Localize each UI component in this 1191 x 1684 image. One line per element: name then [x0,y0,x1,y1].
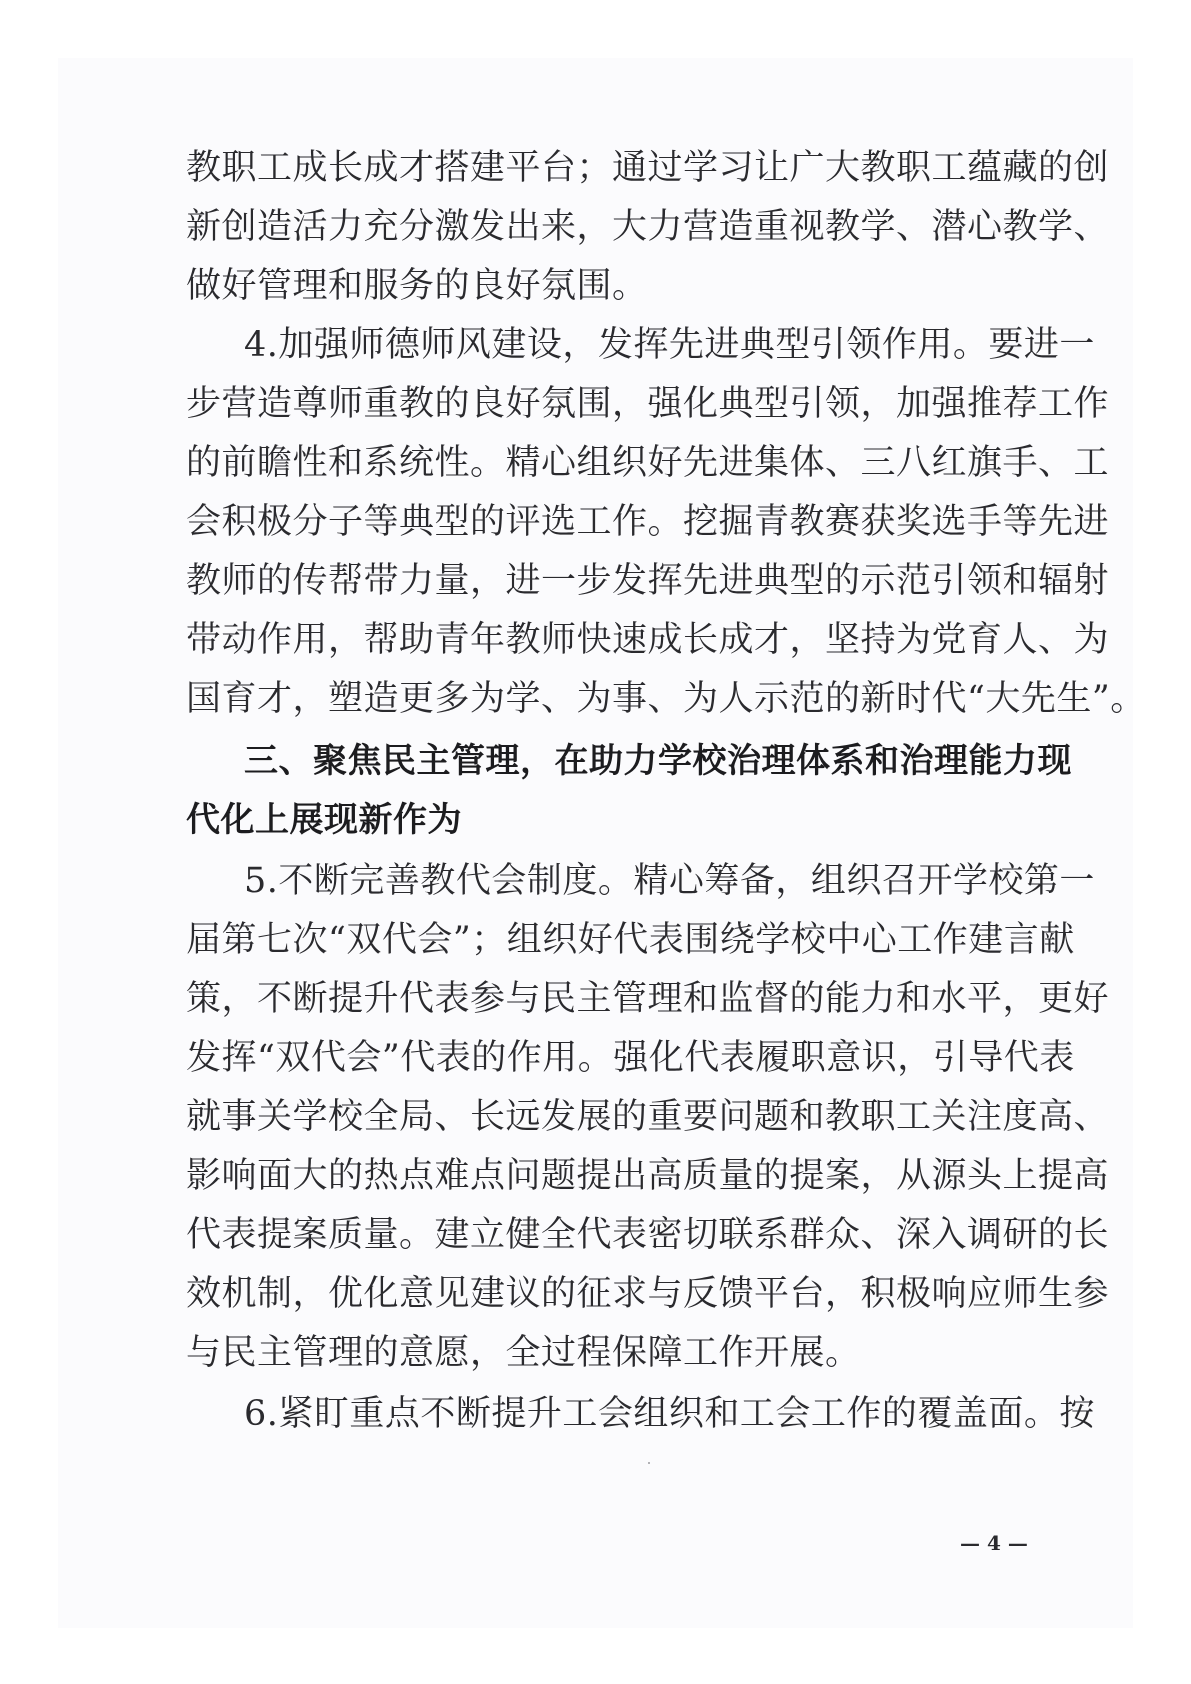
body-line: 会积极分子等典型的评选工作。挖掘青教赛获奖选手等先进 [186,502,1110,542]
section-heading: 三、聚焦民主管理，在助力学校治理体系和治理能力现 [244,741,1072,781]
body-line: 做好管理和服务的良好氛围。 [186,266,648,306]
body-line: 新创造活力充分激发出来，大力营造重视教学、潜心教学、 [186,207,1110,247]
body-line: 步营造尊师重教的良好氛围，强化典型引领，加强推荐工作 [186,384,1110,424]
body-line: 的前瞻性和系统性。精心组织好先进集体、三八红旗手、工 [186,443,1110,483]
body-line: 影响面大的热点难点问题提出高质量的提案，从源头上提高 [186,1156,1110,1196]
body-line: 就事关学校全局、长远发展的重要问题和教职工关注度高、 [186,1097,1110,1137]
body-line: 届第七次“双代会”；组织好代表围绕学校中心工作建言献 [186,920,1075,960]
body-line: 教师的传帮带力量，进一步发挥先进典型的示范引领和辐射 [186,561,1110,601]
page-number: — 4 — [960,1531,1028,1555]
body-line: 效机制，优化意见建议的征求与反馈平台，积极响应师生参 [186,1274,1110,1314]
body-line: 发挥“双代会”代表的作用。强化代表履职意识，引导代表 [186,1038,1075,1078]
body-line: 策，不断提升代表参与民主管理和监督的能力和水平，更好 [186,979,1110,1019]
body-line: 代表提案质量。建立健全代表密切联系群众、深入调研的长 [186,1215,1110,1255]
section-heading: 代化上展现新作为 [186,800,462,840]
body-line: 国育才，塑造更多为学、为事、为人示范的新时代“大先生”。 [186,679,1146,719]
paragraph-start-6: 6.紧盯重点不断提升工会组织和工会工作的覆盖面。按 [244,1394,1095,1434]
body-line: 与民主管理的意愿，全过程保障工作开展。 [186,1333,861,1373]
paragraph-start-4: 4.加强师德师风建设，发挥先进典型引领作用。要进一 [244,325,1095,365]
paragraph-start-5: 5.不断完善教代会制度。精心筹备，组织召开学校第一 [244,861,1095,901]
scan-speck [648,1462,650,1464]
body-line: 教职工成长成才搭建平台；通过学习让广大教职工蕴藏的创 [186,148,1110,188]
body-line: 带动作用，帮助青年教师快速成长成才，坚持为党育人、为 [186,620,1110,660]
